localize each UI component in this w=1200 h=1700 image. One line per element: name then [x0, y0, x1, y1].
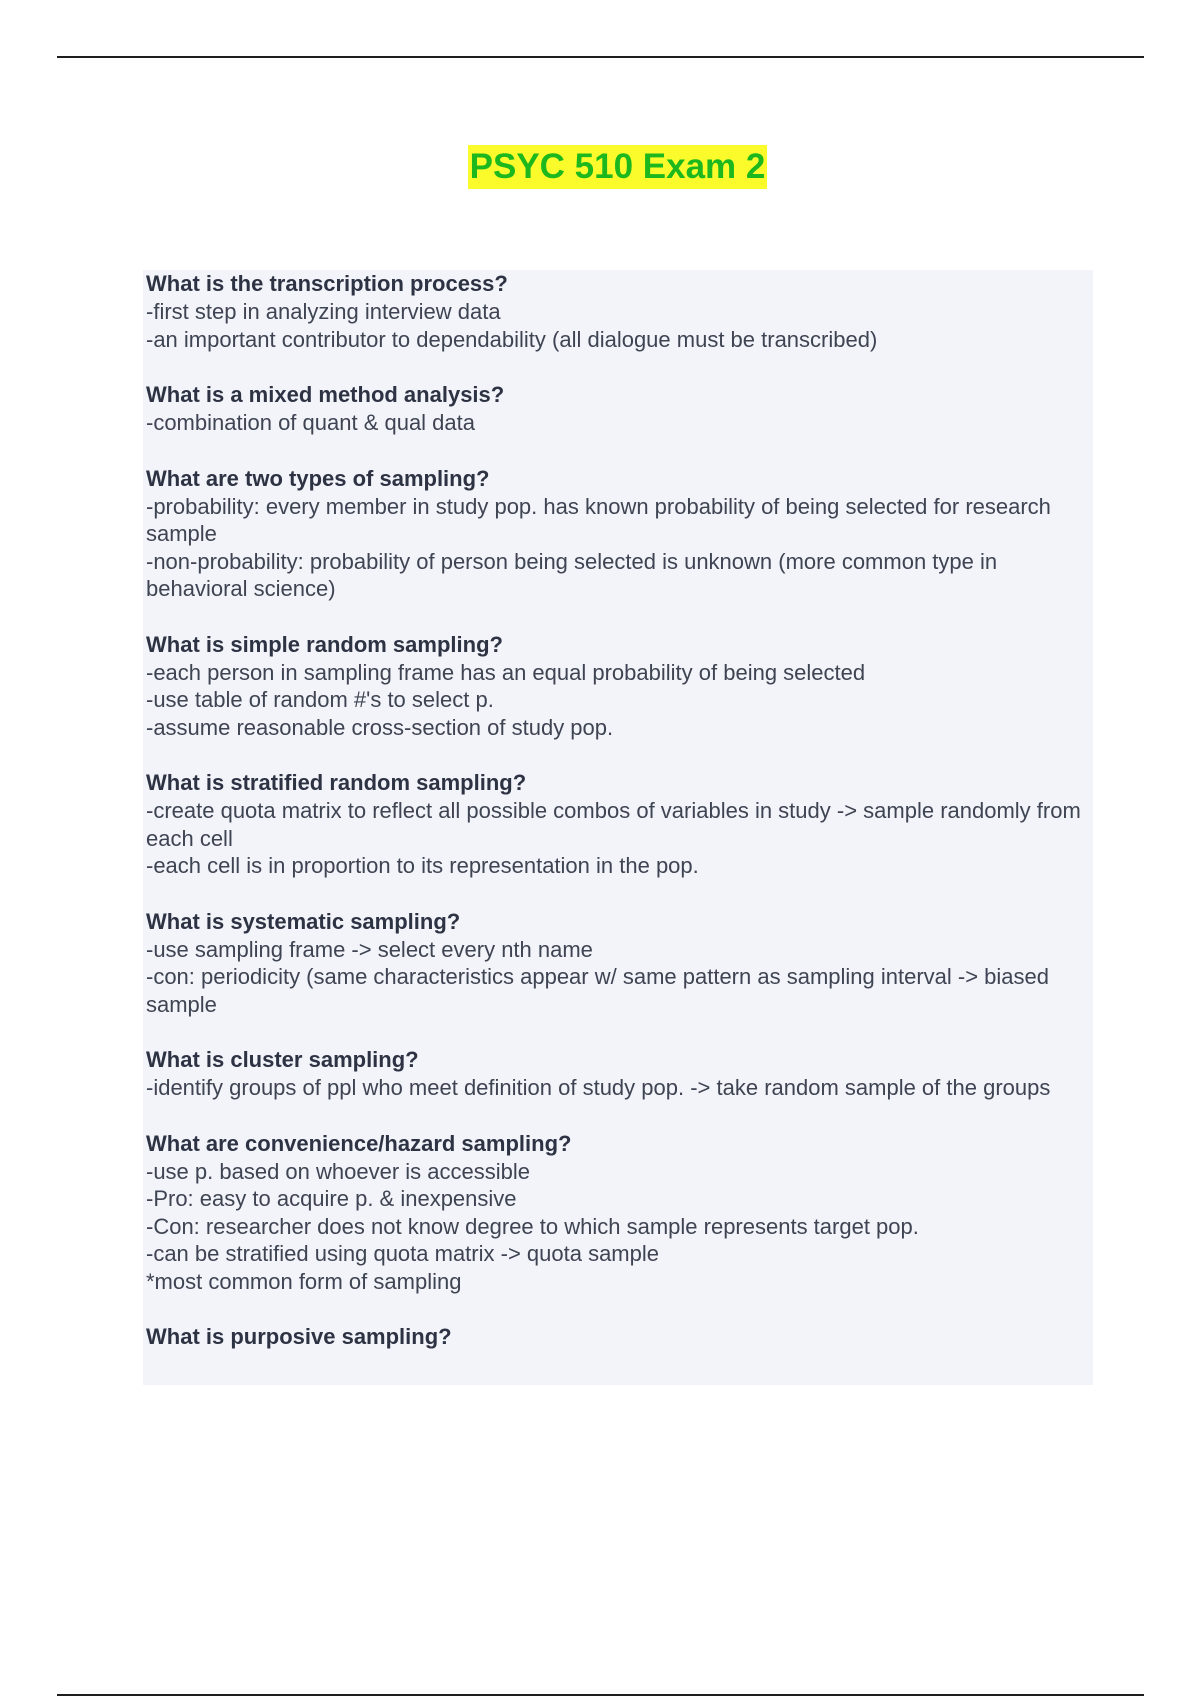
answer-line: -Pro: easy to acquire p. & inexpensive — [146, 1186, 517, 1211]
question-heading: What is simple random sampling? — [146, 631, 503, 657]
answer-line: *most common form of sampling — [146, 1268, 462, 1294]
question-heading: What is cluster sampling? — [146, 1047, 419, 1072]
qa-panel — [143, 270, 1093, 1385]
question-heading: What is stratified random sampling? — [146, 770, 527, 795]
document-title: PSYC 510 Exam 2 — [468, 145, 768, 189]
answer-line: -first step in analyzing interview data — [146, 299, 501, 324]
question-heading: What is purposive sampling? — [146, 1324, 452, 1349]
answer-line: -combination of quant & qual data — [146, 410, 476, 435]
question-heading: What are convenience/hazard sampling? — [146, 1130, 572, 1156]
answer-line: -use table of random #'s to select p. — [146, 687, 494, 712]
answer-line: -use sampling frame -> select every nth name — [146, 936, 593, 962]
question-heading: What is the transcription process? — [146, 271, 508, 296]
answer-line: -can be stratified using quota matrix -> quota sample — [146, 1241, 659, 1266]
footer-rule — [57, 1694, 1144, 1696]
qa-item — [146, 270, 1090, 353]
answer-line: -con: periodicity (same characteristics appear w/ same pattern as sampling interval -> biased sample — [146, 964, 1050, 1017]
question-heading: What is a mixed method analysis? — [146, 382, 505, 407]
question-heading: What is systematic sampling? — [146, 908, 461, 934]
qa-item — [146, 769, 1090, 880]
answer-line: -create quota matrix to reflect all possible combos of variables in study -> sample randomly from each cell — [146, 798, 1081, 851]
qa-item — [146, 381, 1090, 437]
answer-line: -identify groups of ppl who meet definition of study pop. -> take random sample of the groups — [146, 1075, 1051, 1100]
title-container — [0, 145, 1200, 189]
answer-line: -an important contributor to dependability (all dialogue must be transcribed) — [146, 326, 878, 352]
answer-line: -probability: every member in study pop. has known probability of being selected for research sample — [146, 493, 1051, 546]
header-rule — [57, 56, 1144, 58]
answer-line: -each person in sampling frame has an equal probability of being selected — [146, 659, 866, 685]
answer-line: -Con: researcher does not know degree to which sample represents target pop. — [146, 1213, 919, 1239]
answer-line: -non-probability: probability of person being selected is unknown (more common type in behavioral science) — [146, 548, 998, 601]
qa-item — [146, 465, 1090, 603]
qa-item — [146, 1323, 1090, 1351]
answer-line: -assume reasonable cross-section of study pop. — [146, 714, 614, 740]
qa-item — [146, 1046, 1090, 1102]
answer-line: -each cell is in proportion to its representation in the pop. — [146, 853, 699, 878]
qa-item — [146, 908, 1090, 1019]
qa-item — [146, 631, 1090, 742]
qa-item — [146, 1130, 1090, 1296]
answer-line: -use p. based on whoever is accessible — [146, 1158, 530, 1184]
question-heading: What are two types of sampling? — [146, 465, 490, 491]
